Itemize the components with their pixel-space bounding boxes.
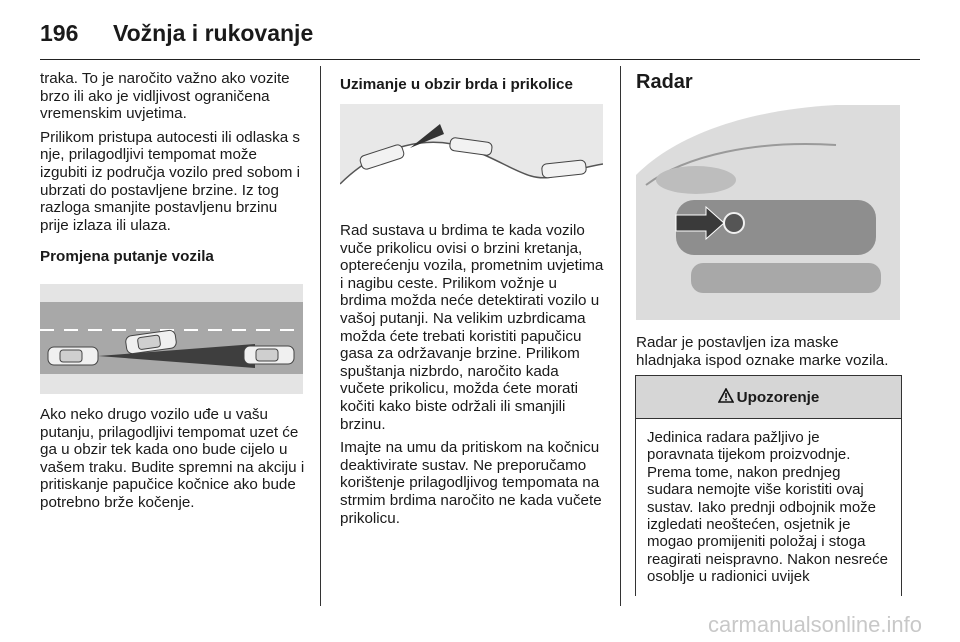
col2-paragraph-2: Imajte na umu da pritiskom na kočnicu deaktivirate sustav. Ne preporučamo korištenje prilagodljivog tempomata na strmim brdima naročito ne kada vučete prikolicu.: [340, 439, 602, 527]
radar-car-front-illustration: [636, 105, 900, 320]
col2-subheading: Uzimanje u obzir brda i prikolice: [340, 76, 573, 93]
page-number: 196: [40, 20, 79, 46]
column-divider-1: [320, 66, 321, 606]
car-ahead: [244, 346, 294, 364]
warning-box: [635, 375, 902, 596]
col1-paragraph-2: Prilikom pristupa autocesti ili odlaska s nje, prilagodljivi tempomat može izgubiti iz područja vozilo pred sobom i ubrzati do postavljene brzine. Iz tog razloga smanjite postavljenu brzinu prije izlaza ili ulaza.: [40, 128, 301, 234]
col3-paragraph-1: Radar je postavljen iza maske hladnjaka ispod oznake marke vozila.: [636, 334, 889, 369]
radar-heading: Radar: [636, 71, 693, 93]
col2-paragraph-1: Rad sustava u brdima te kada vozilo vuče prikolicu ovisi o brzini kretanja, opterećenju vozila, prometnim uvjetima i nagibu ceste. Prilikom vožnje u brdima možda neće detektirati vozilo u vašoj putanji. Na velikim uzbrdicama možda ćete trebati koristiti papučicu gasa za održavanje brzine. Prilikom spuštanja nizbrdo, naročito kada vučete prikolicu, možda ćete morati kočiti kako biste održali ili smanjili brzinu.: [340, 222, 604, 433]
header-rule: [40, 59, 920, 60]
column-2: [340, 76, 605, 100]
car-own: [48, 347, 98, 365]
warning-text: Jedinica radara pažljivo je poravnata tijekom proizvodnje. Prema tome, nakon prednjeg sudara nemojte više koristiti ovaj sustav. Iako prednji odbojnik može izgledati neoštećen, osjetnik je mogao promijeniti položaj i stoga reagirati neispravno. Nakon nesreće osoblje u radionici uvijek: [647, 429, 888, 586]
col1-subheading: Promjena putanje vozila: [40, 248, 214, 266]
section-title: Vožnja i rukovanje: [113, 20, 314, 46]
col1-paragraph-3: Ako neko drugo vozilo uđe u vašu putanju, prilagodljivi tempomat uzet će ga u obzir tek kada ono bude cijelo u vašem traku. Budite spremni na akciju i pritiskanje papučice kočnice ako bude potrebno brže kočenje.: [40, 406, 305, 511]
column-divider-2: [620, 66, 621, 606]
warning-triangle-icon: [718, 388, 734, 407]
warning-title: Upozorenje: [736, 388, 820, 406]
column-1: [40, 70, 306, 272]
watermark: carmanualsonline.info: [707, 612, 922, 637]
lower-grille: [691, 263, 881, 293]
headlight: [656, 166, 736, 194]
radar-sensor: [724, 213, 744, 233]
page-header: [40, 14, 920, 50]
col1-paragraph-1: traka. To je naročito važno ako vozite brzo ili ako je vidljivost ograničena vremenskim uvjetima.: [40, 70, 290, 123]
warning-header: [636, 376, 901, 419]
lane-change-illustration: [40, 284, 303, 394]
column-1-lower: [40, 406, 306, 518]
column-2-lower: [340, 222, 605, 533]
column-3-lower: [636, 334, 902, 375]
hills-trailer-illustration: [340, 104, 603, 209]
column-3: [636, 71, 902, 93]
